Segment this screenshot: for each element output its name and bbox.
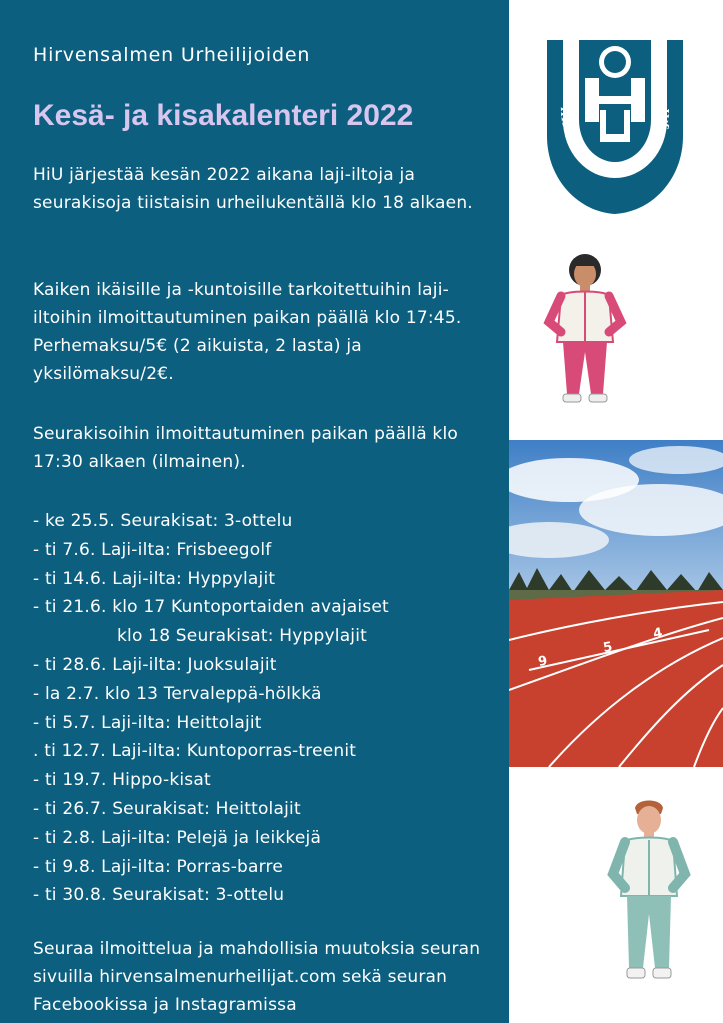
schedule-item: - ti 30.8. Seurakisat: 3-ottelu — [33, 885, 285, 906]
event-schedule — [33, 507, 389, 910]
illustration-column — [509, 0, 723, 1023]
schedule-item: - ti 14.6. Laji-ilta: Hyppylajit — [33, 568, 276, 589]
footer-note: Seuraa ilmoittelua ja mahdollisia muutoksia seuran sivuilla hirvensalmenurheilijat.com sekä seuran Facebookissa ja Instagramissa — [33, 939, 481, 1015]
svg-text:5: 5 — [602, 639, 614, 656]
schedule-item: klo 18 Seurakisat: Hyppylajit — [117, 626, 368, 647]
registration-paragraph: Seurakisoihin ilmoittautuminen paikan päällä klo 17:30 alkaen (ilmainen). — [33, 424, 458, 472]
svg-text:4: 4 — [652, 625, 664, 642]
schedule-item: - ti 2.8. Laji-ilta: Pelejä ja leikkejä — [33, 827, 322, 848]
track-photo — [509, 440, 723, 767]
schedule-item: - ti 5.7. Laji-ilta: Heittolajit — [33, 712, 262, 733]
club-name: Hirvensalmen Urheilijoiden — [33, 44, 311, 66]
man-illustration — [599, 796, 699, 996]
schedule-item: - ti 7.6. Laji-ilta: Frisbeegolf — [33, 539, 272, 560]
svg-text:9: 9 — [537, 653, 549, 670]
schedule-item: - ti 28.6. Laji-ilta: Juoksulajit — [33, 654, 277, 675]
page-title: Kesä- ja kisakalenteri 2022 — [33, 99, 414, 132]
schedule-item: - la 2.7. klo 13 Tervaleppä-hölkkä — [33, 683, 322, 704]
schedule-item: - ti 19.7. Hippo-kisat — [33, 770, 211, 791]
pricing-paragraph: Kaiken ikäisille ja -kuntoisille tarkoitettuihin laji-iltoihin ilmoittautuminen paikan päällä klo 17:45. Perhemaksu/5€ (2 aikuista, 2 lasta) ja yksilömaksu/2€. — [33, 280, 462, 384]
schedule-item: - ti 9.8. Laji-ilta: Porras-barre — [33, 856, 284, 877]
woman-illustration — [529, 252, 639, 412]
schedule-item: - ke 25.5. Seurakisat: 3-ottelu — [33, 511, 293, 531]
club-logo-icon — [545, 40, 685, 216]
schedule-item: - ti 21.6. klo 17 Kuntoportaiden avajaiset — [33, 597, 389, 618]
schedule-item: . ti 12.7. Laji-ilta: Kuntoporras-treenit — [33, 741, 357, 762]
schedule-item: - ti 26.7. Seurakisat: Heittolajit — [33, 798, 301, 819]
intro-paragraph: HiU järjestää kesän 2022 aikana laji-iltoja ja seurakisoja tiistaisin urheilukentällä klo 18 alkaen. — [33, 165, 473, 213]
logo-text: HIRVENSALMEN URHEILIJAT — [557, 106, 673, 174]
